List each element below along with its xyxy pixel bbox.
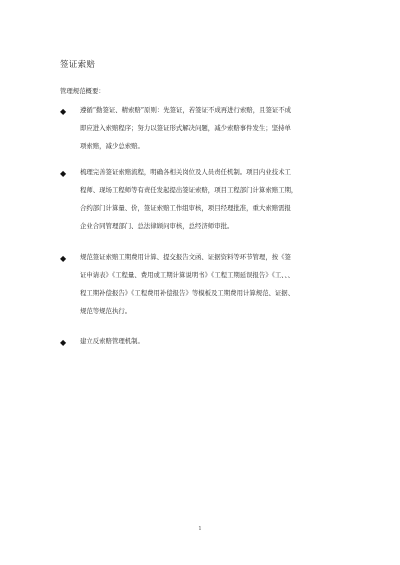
item-line: 规范等规范执行。 (80, 307, 132, 315)
item-line: 合约部门计算量、价，签证索赔工作组审核，项目经理批准，重大索赔需报 (80, 204, 291, 212)
item-line: 企业合同管理部门、总法律顾问审核，总经济师审批。 (80, 222, 234, 230)
diamond-bullet-icon: ◆ (60, 169, 67, 178)
item-line: 证申请表》《工程量、费用或工期计算说明书》《工程工期延误报告》《工、、、 (80, 271, 295, 279)
item-line: 程师、现场工程师等有责任发起提出签证索赔，项目工程部门计算索赔工期， (80, 186, 298, 194)
item-line: 梳理完善签证索赔流程，明确各相关岗位及人员责任机制。项目内业技术工 (80, 168, 291, 176)
section-title: 签证索赔 (60, 60, 96, 70)
diamond-bullet-icon: ◆ (60, 254, 67, 263)
item-line: 遵循“勤签证、精索赔”原则：先签证，若签证不成再进行索赔，且签证不成 (80, 106, 292, 114)
item-line: 建立反索赔管理机制。 (80, 337, 144, 345)
item-line: 即应进入索赔程序；努力以签证形式解决问题，减少索赔事件发生；坚持单 (80, 124, 291, 132)
item-line: 项索赔，减少总索赔。 (80, 142, 144, 150)
diamond-bullet-icon: ◆ (60, 338, 67, 347)
page-number: 1 (198, 526, 202, 532)
diamond-bullet-icon: ◆ (60, 107, 67, 116)
intro-text: 管理规范概要： (60, 87, 105, 95)
item-line: 规范签证索赔工期费用计算、提交报告文函、证据资料等环节管理，按《签 (80, 253, 291, 261)
item-line: 程工期补偿报告》《工程费用补偿报告》等模板及工期费用计算规范、证据、 (80, 289, 295, 297)
